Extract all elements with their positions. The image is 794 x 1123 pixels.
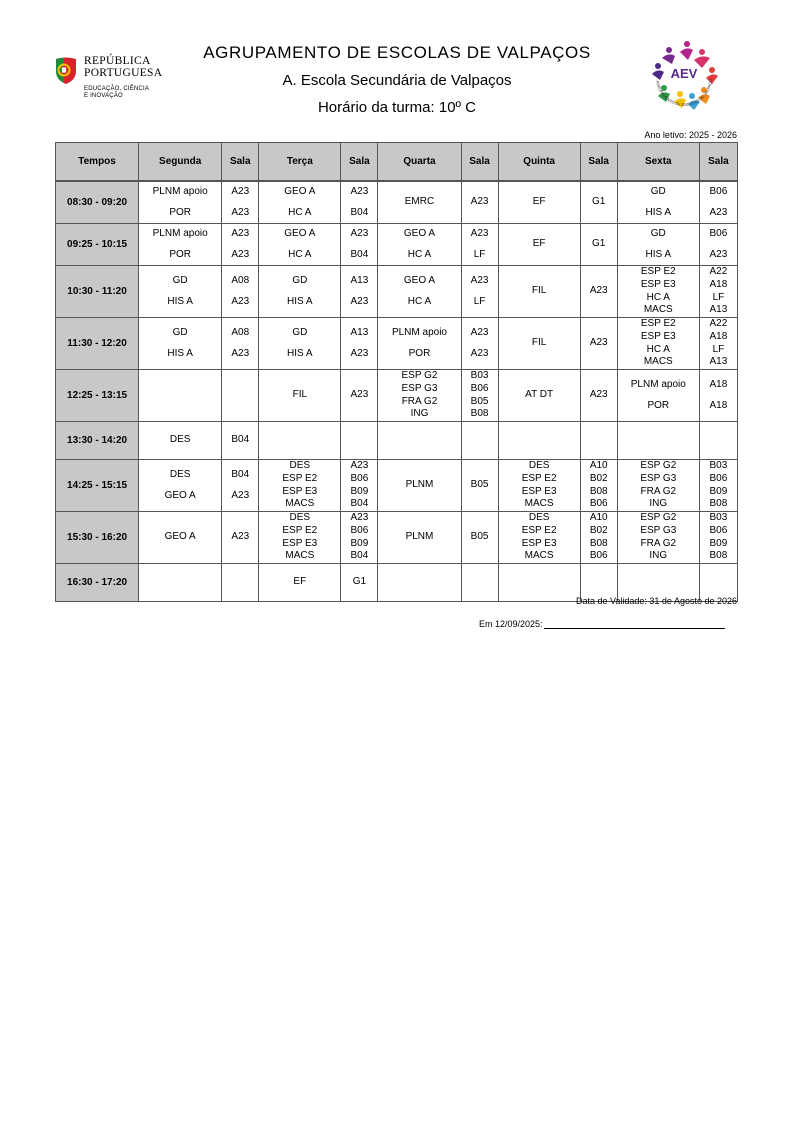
- room-cell: [222, 460, 259, 512]
- room-cell: [580, 224, 617, 266]
- room-label: A18: [709, 379, 728, 390]
- subject-label: FRA G2: [401, 395, 438, 407]
- subject-label: GD: [292, 327, 308, 338]
- room-cell: [699, 422, 737, 460]
- room-label: B04: [231, 469, 250, 480]
- column-header: Sala: [461, 143, 498, 182]
- subject-cell: [617, 266, 699, 318]
- column-header: Tempos: [56, 143, 139, 182]
- room-label: A23: [709, 206, 728, 218]
- room-label: A23: [350, 186, 369, 197]
- room-cell: [461, 512, 498, 564]
- room-label: A23: [350, 460, 369, 472]
- subject-label: ESP E3: [640, 330, 676, 342]
- subject-label: AT DT: [525, 389, 554, 401]
- subject-label: PLNM apoio: [152, 186, 208, 197]
- subject-label: ESP G2: [640, 460, 677, 472]
- room-label: LF: [473, 295, 486, 307]
- republica-line-1: REPÚBLICA: [84, 55, 151, 67]
- room-label: A23: [470, 275, 489, 286]
- table-row: [56, 318, 738, 370]
- subject-label: ESP G3: [401, 382, 438, 394]
- subject-label: GD: [650, 228, 666, 239]
- subject-label: HIS A: [167, 347, 193, 359]
- ministry-line-2: E INOVAÇÃO: [84, 93, 123, 99]
- room-cell: [699, 370, 737, 422]
- timetable-header-row: [56, 143, 738, 182]
- subject-cell: [259, 370, 341, 422]
- subject-label: ESP E2: [640, 266, 676, 278]
- room-cell: [580, 512, 617, 564]
- subject-label: ESP G2: [640, 512, 677, 524]
- room-label: LF: [473, 248, 486, 260]
- subject-label: ESP G3: [640, 524, 677, 536]
- room-label: A23: [470, 327, 489, 338]
- subject-cell: [617, 422, 699, 460]
- room-label: B08: [709, 550, 728, 562]
- subject-label: PLNM apoio: [152, 228, 208, 239]
- timetable: [55, 142, 738, 602]
- time-slot: 08:30 - 09:20: [56, 181, 139, 224]
- subject-label: GD: [172, 327, 188, 338]
- subject-cell: [139, 460, 222, 512]
- subject-label: ESP E3: [282, 537, 318, 549]
- room-label: B04: [350, 248, 369, 260]
- subject-label: POR: [169, 248, 191, 260]
- room-label: B09: [709, 537, 728, 549]
- signature-underline: [544, 619, 725, 629]
- subject-cell: [498, 512, 580, 564]
- room-cell: [222, 422, 259, 460]
- subject-label: EMRC: [404, 196, 435, 208]
- subject-label: ESP E3: [521, 485, 557, 497]
- signature-date: Em 12/09/2025:: [479, 619, 543, 629]
- subject-label: HIS A: [287, 347, 313, 359]
- subject-label: FIL: [292, 389, 308, 401]
- subject-label: HC A: [407, 295, 432, 307]
- room-label: A23: [231, 295, 250, 307]
- room-cell: [699, 460, 737, 512]
- subject-label: POR: [408, 347, 431, 359]
- subject-cell: [139, 370, 222, 422]
- subject-label: GEO A: [164, 489, 196, 501]
- subject-label: ESP G2: [401, 370, 438, 382]
- subject-label: FIL: [531, 337, 547, 349]
- subject-cell: [498, 422, 580, 460]
- room-cell: [341, 181, 378, 224]
- subject-cell: [498, 181, 580, 224]
- room-label: A23: [350, 389, 369, 401]
- class-label: Horário da turma: 10º C: [317, 99, 477, 116]
- room-cell: [341, 266, 378, 318]
- room-cell: [580, 370, 617, 422]
- room-cell: [341, 370, 378, 422]
- room-label: A08: [231, 275, 250, 286]
- room-label: A23: [231, 531, 250, 543]
- ano-letivo: Ano letivo: 2025 - 2026: [644, 130, 737, 140]
- subject-cell: [617, 224, 699, 266]
- subject-label: FRA G2: [640, 537, 677, 549]
- room-label: A23: [589, 337, 608, 349]
- room-label: B05: [470, 395, 489, 407]
- room-label: A23: [470, 228, 489, 239]
- room-label: A10: [589, 512, 608, 524]
- subject-cell: [617, 460, 699, 512]
- column-header: Terça: [259, 143, 341, 182]
- column-header: Sexta: [617, 143, 699, 182]
- subject-label: GEO A: [284, 228, 316, 239]
- ministry-line-1: EDUCAÇÃO, CIÊNCIA: [84, 86, 150, 92]
- subject-label: HIS A: [287, 295, 313, 307]
- room-cell: [341, 318, 378, 370]
- subject-label: EF: [293, 576, 307, 588]
- column-header: Sala: [580, 143, 617, 182]
- room-label: A23: [350, 295, 369, 307]
- room-label: B05: [470, 479, 489, 491]
- subject-cell: [139, 422, 222, 460]
- subject-label: GEO A: [284, 186, 316, 197]
- time-slot: 13:30 - 14:20: [56, 422, 139, 460]
- room-label: A13: [350, 275, 369, 286]
- subject-cell: [259, 224, 341, 266]
- room-label: B08: [470, 408, 489, 420]
- table-row: [56, 266, 738, 318]
- room-label: A23: [350, 228, 369, 239]
- room-label: A08: [231, 327, 250, 338]
- aev-logo-text: AEV: [670, 66, 698, 81]
- subject-cell: [259, 318, 341, 370]
- subject-label: ESP G3: [640, 472, 677, 484]
- subject-cell: [378, 512, 461, 564]
- subject-cell: [378, 422, 461, 460]
- subject-label: DES: [528, 460, 550, 472]
- room-label: A18: [709, 330, 728, 342]
- subject-label: DES: [169, 434, 191, 446]
- room-cell: [222, 318, 259, 370]
- subject-label: HC A: [646, 291, 670, 303]
- subject-label: MACS: [643, 356, 673, 368]
- subject-label: PLNM: [405, 531, 434, 543]
- subject-cell: [498, 460, 580, 512]
- subject-label: ESP E2: [521, 524, 557, 536]
- room-label: A18: [709, 278, 728, 290]
- table-row: [56, 512, 738, 564]
- room-label: A23: [589, 389, 608, 401]
- room-cell: [461, 564, 498, 602]
- subject-label: POR: [169, 206, 191, 218]
- room-label: B09: [350, 485, 369, 497]
- room-label: B02: [589, 472, 608, 484]
- timetable-body: [56, 181, 738, 602]
- room-label: G1: [592, 238, 606, 250]
- subject-label: ING: [649, 550, 668, 562]
- subject-label: MACS: [524, 550, 554, 562]
- subject-label: FRA G2: [640, 485, 677, 497]
- subject-label: DES: [289, 512, 311, 524]
- subject-label: HIS A: [645, 248, 672, 260]
- subject-label: GD: [172, 275, 188, 286]
- room-label: B04: [231, 434, 250, 446]
- room-label: A23: [231, 206, 250, 218]
- room-cell: [461, 318, 498, 370]
- room-label: B04: [350, 550, 369, 562]
- subject-cell: [617, 181, 699, 224]
- room-label: B06: [350, 472, 369, 484]
- republica-line-2: PORTUGUESA: [84, 67, 163, 79]
- room-label: B09: [350, 537, 369, 549]
- table-row: [56, 460, 738, 512]
- room-label: B06: [589, 498, 608, 510]
- room-label: A23: [231, 186, 250, 197]
- room-cell: [461, 422, 498, 460]
- room-label: A23: [231, 489, 250, 501]
- subject-cell: [139, 318, 222, 370]
- subject-cell: [378, 224, 461, 266]
- table-row: [56, 370, 738, 422]
- subject-cell: [498, 224, 580, 266]
- subject-label: ESP E3: [521, 537, 557, 549]
- subject-label: ESP E2: [640, 318, 676, 330]
- subject-cell: [378, 181, 461, 224]
- column-header: Quarta: [378, 143, 461, 182]
- subject-cell: [378, 460, 461, 512]
- subject-cell: [498, 370, 580, 422]
- subject-label: FIL: [531, 285, 547, 297]
- subject-label: MACS: [285, 550, 315, 562]
- subject-label: HC A: [288, 206, 312, 218]
- room-cell: [341, 460, 378, 512]
- subject-label: ING: [410, 408, 429, 420]
- room-label: A23: [709, 248, 728, 260]
- room-cell: [341, 422, 378, 460]
- table-row: [56, 224, 738, 266]
- room-cell: [222, 512, 259, 564]
- room-label: B09: [709, 485, 728, 497]
- time-slot: 09:25 - 10:15: [56, 224, 139, 266]
- subject-label: DES: [169, 469, 191, 480]
- subject-label: MACS: [643, 304, 673, 316]
- subject-label: DES: [289, 460, 311, 472]
- subject-cell: [139, 181, 222, 224]
- subject-cell: [498, 564, 580, 602]
- time-slot: 15:30 - 16:20: [56, 512, 139, 564]
- subject-label: EF: [532, 238, 546, 250]
- time-slot: 12:25 - 13:15: [56, 370, 139, 422]
- aev-logo-ring-text: AGRUPAMENTO DE ESCOLAS DE VALPAÇO: [655, 78, 714, 108]
- subject-cell: [617, 370, 699, 422]
- room-label: B06: [470, 382, 489, 394]
- room-label: LF: [712, 343, 725, 355]
- subject-label: HC A: [646, 343, 670, 355]
- subject-label: PLNM: [405, 479, 434, 491]
- room-label: B08: [709, 498, 728, 510]
- room-cell: [341, 512, 378, 564]
- time-slot: 10:30 - 11:20: [56, 266, 139, 318]
- room-label: B05: [470, 531, 489, 543]
- table-row: [56, 181, 738, 224]
- room-label: B08: [589, 537, 608, 549]
- table-row: [56, 422, 738, 460]
- subject-label: POR: [647, 399, 670, 411]
- subject-label: HIS A: [645, 206, 672, 218]
- subject-label: GD: [292, 275, 308, 286]
- subject-cell: [617, 512, 699, 564]
- aev-logo-icon: [642, 38, 726, 114]
- room-label: A23: [350, 512, 369, 524]
- subject-label: GEO A: [164, 531, 196, 543]
- room-label: A23: [231, 347, 250, 359]
- room-cell: [580, 318, 617, 370]
- room-cell: [699, 512, 737, 564]
- subject-cell: [139, 512, 222, 564]
- room-cell: [461, 370, 498, 422]
- subject-label: GEO A: [403, 228, 436, 239]
- room-cell: [699, 181, 737, 224]
- subject-label: DES: [528, 512, 550, 524]
- room-cell: [699, 224, 737, 266]
- subject-label: HC A: [407, 248, 432, 260]
- subject-cell: [617, 318, 699, 370]
- room-cell: [699, 266, 737, 318]
- subject-cell: [259, 181, 341, 224]
- subject-cell: [139, 266, 222, 318]
- room-label: B04: [350, 498, 369, 510]
- aev-logo: [642, 38, 726, 114]
- room-label: A13: [709, 304, 728, 316]
- subject-cell: [378, 266, 461, 318]
- room-cell: [580, 266, 617, 318]
- room-label: A22: [709, 266, 728, 278]
- subject-label: ING: [649, 498, 668, 510]
- room-label: B06: [350, 524, 369, 536]
- room-cell: [699, 318, 737, 370]
- subject-cell: [139, 564, 222, 602]
- data-validade: Data de Validade: 31 de Agosto de 2026: [576, 596, 737, 606]
- time-slot: 16:30 - 17:20: [56, 564, 139, 602]
- subject-cell: [259, 422, 341, 460]
- room-label: B06: [709, 228, 728, 239]
- subject-label: MACS: [524, 498, 554, 510]
- room-label: B06: [709, 524, 728, 536]
- room-label: B03: [470, 370, 489, 382]
- room-label: B03: [709, 460, 728, 472]
- room-label: A10: [589, 460, 608, 472]
- room-cell: [461, 224, 498, 266]
- room-label: B08: [589, 485, 608, 497]
- subject-label: GD: [650, 186, 666, 197]
- room-label: A13: [350, 327, 369, 338]
- subject-cell: [259, 564, 341, 602]
- subject-cell: [498, 318, 580, 370]
- room-cell: [222, 564, 259, 602]
- room-label: G1: [352, 576, 367, 588]
- column-header: Segunda: [139, 143, 222, 182]
- column-header: Sala: [699, 143, 737, 182]
- room-label: A23: [470, 347, 489, 359]
- room-label: G1: [592, 196, 606, 208]
- subject-cell: [378, 370, 461, 422]
- subject-label: MACS: [285, 498, 315, 510]
- subject-label: EF: [532, 196, 546, 208]
- room-label: A23: [350, 347, 369, 359]
- subject-label: GEO A: [403, 275, 436, 286]
- subject-cell: [259, 512, 341, 564]
- room-label: B02: [589, 524, 608, 536]
- signature-line: [479, 619, 725, 629]
- school-name: A. Escola Secundária de Valpaços: [282, 72, 512, 89]
- subject-cell: [139, 224, 222, 266]
- room-label: A23: [231, 228, 250, 239]
- subject-label: PLNM apoio: [630, 379, 686, 390]
- subject-cell: [259, 460, 341, 512]
- room-cell: [580, 181, 617, 224]
- time-slot: 14:25 - 15:15: [56, 460, 139, 512]
- room-cell: [461, 181, 498, 224]
- room-cell: [580, 460, 617, 512]
- room-cell: [222, 224, 259, 266]
- column-header: Quinta: [498, 143, 580, 182]
- room-label: A18: [709, 399, 728, 411]
- column-header: Sala: [222, 143, 259, 182]
- page-title: AGRUPAMENTO DE ESCOLAS DE VALPAÇOS: [203, 43, 591, 62]
- room-cell: [461, 460, 498, 512]
- room-cell: [222, 181, 259, 224]
- subject-cell: [378, 318, 461, 370]
- room-label: B03: [709, 512, 728, 524]
- room-label: A23: [470, 196, 489, 208]
- time-slot: 11:30 - 12:20: [56, 318, 139, 370]
- subject-cell: [259, 266, 341, 318]
- subject-label: ESP E2: [521, 472, 557, 484]
- subject-label: ESP E2: [282, 472, 318, 484]
- subject-label: HC A: [288, 248, 312, 260]
- room-label: B06: [709, 472, 728, 484]
- subject-cell: [378, 564, 461, 602]
- subject-label: HIS A: [167, 295, 193, 307]
- subject-label: ESP E3: [282, 485, 318, 497]
- room-label: LF: [712, 291, 725, 303]
- room-label: A13: [709, 356, 728, 368]
- subject-label: ESP E2: [282, 524, 318, 536]
- room-cell: [222, 266, 259, 318]
- room-label: B06: [709, 186, 728, 197]
- room-label: A23: [231, 248, 250, 260]
- room-cell: [461, 266, 498, 318]
- room-label: B06: [589, 550, 608, 562]
- room-cell: [341, 224, 378, 266]
- room-label: B04: [350, 206, 369, 218]
- room-cell: [222, 370, 259, 422]
- room-cell: [341, 564, 378, 602]
- subject-label: PLNM apoio: [391, 327, 447, 338]
- subject-cell: [498, 266, 580, 318]
- room-cell: [580, 422, 617, 460]
- column-header: Sala: [341, 143, 378, 182]
- subject-label: ESP E3: [640, 278, 676, 290]
- room-label: A23: [589, 285, 608, 297]
- room-label: A22: [709, 318, 728, 330]
